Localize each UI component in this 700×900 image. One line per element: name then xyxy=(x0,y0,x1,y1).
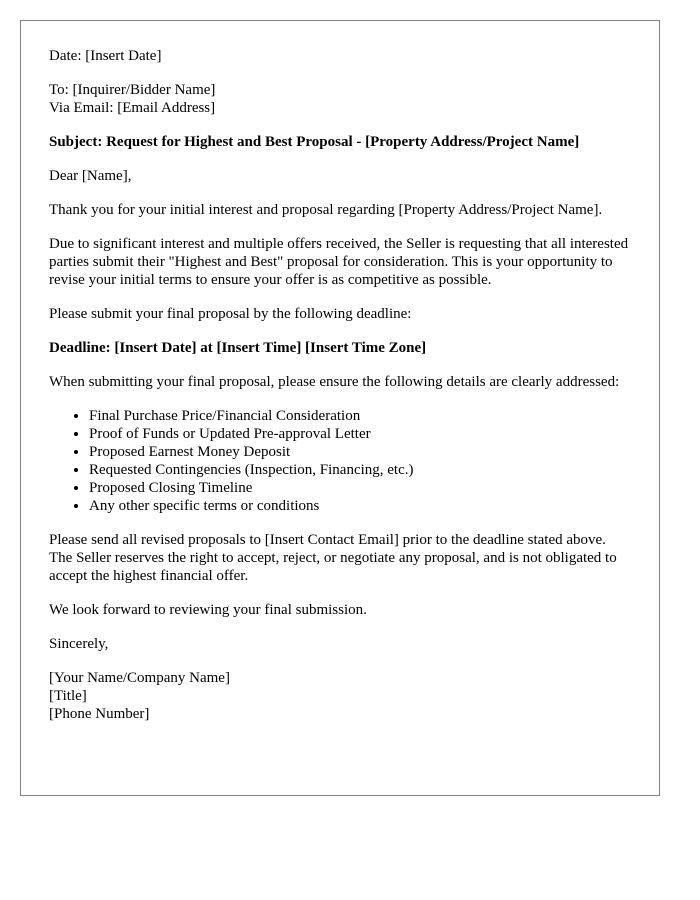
subject-line: Subject: Request for Highest and Best Proposal - [Property Address/Project Name] xyxy=(49,134,580,150)
signature-title: [Title] xyxy=(49,688,87,704)
salutation: Dear [Name], xyxy=(49,168,132,184)
list-item: • Proof of Funds or Updated Pre-approval Letter xyxy=(89,425,631,443)
list-item: • Final Purchase Price/Financial Consideration xyxy=(89,407,631,425)
list-item: • Proposed Closing Timeline xyxy=(89,479,631,497)
closing: Sincerely, xyxy=(49,636,109,652)
signature-phone: [Phone Number] xyxy=(49,706,150,722)
paragraph-look-forward: We look forward to reviewing your final submission. xyxy=(49,602,367,618)
date-line: Date: [Insert Date] xyxy=(49,48,162,64)
requirements-list xyxy=(49,407,631,515)
list-item: • Proposed Earnest Money Deposit xyxy=(89,443,631,461)
via-email-line: Via Email: [Email Address] xyxy=(49,100,216,116)
deadline-line: Deadline: [Insert Date] at [Insert Time] [Insert Time Zone] xyxy=(49,340,427,356)
signature-name: [Your Name/Company Name] xyxy=(49,670,230,686)
to-line: To: [Inquirer/Bidder Name] xyxy=(49,82,216,98)
signature-block xyxy=(49,669,631,723)
paragraph-submit: Please submit your final proposal by the following deadline: xyxy=(49,306,412,322)
list-item: • Requested Contingencies (Inspection, Financing, etc.) xyxy=(89,461,631,479)
letter-document xyxy=(20,20,660,796)
paragraph-thanks: Thank you for your initial interest and proposal regarding [Property Address/Project Name]. xyxy=(49,202,603,218)
recipient-block xyxy=(49,81,631,117)
paragraph-request: Due to significant interest and multiple offers received, the Seller is requesting that all interested parties submit their "Highest and Best" proposal for consideration. This is your opportunity to revise your initial terms to ensure your offer is as competitive as possible. xyxy=(49,236,629,288)
paragraph-details: When submitting your final proposal, please ensure the following details are clearly addressed: xyxy=(49,374,620,390)
list-item: • Any other specific terms or conditions xyxy=(89,497,631,515)
paragraph-send: Please send all revised proposals to [Insert Contact Email] prior to the deadline stated above. The Seller reserves the right to accept, reject, or negotiate any proposal, and is not obligated to accept the highest financial offer. xyxy=(49,532,617,584)
